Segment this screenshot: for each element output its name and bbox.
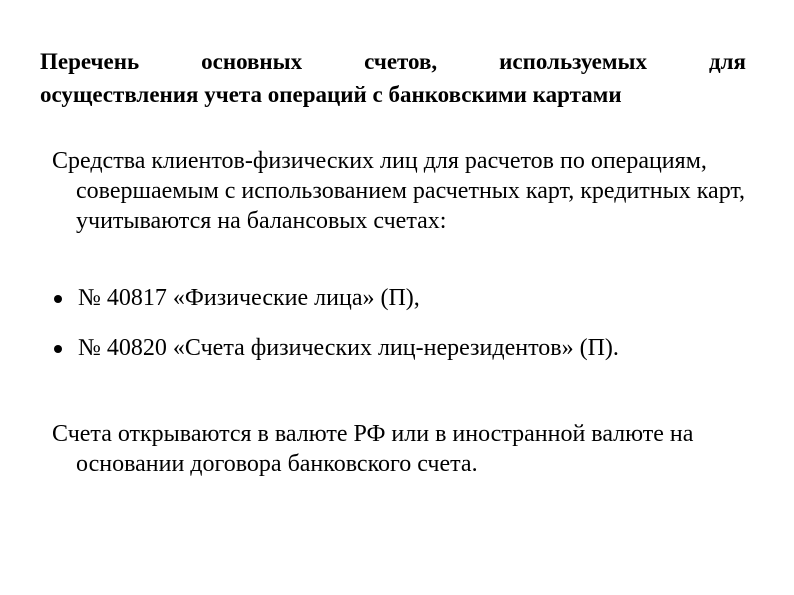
- closing-paragraph: Счета открываются в валюте РФ или в иностранной валюте на основании договора банковского счета.: [52, 421, 694, 477]
- bullet-icon: [54, 345, 62, 353]
- slide-title: [40, 45, 746, 111]
- account-text: № 40820 «Счета физических лиц-нерезидентов» (П).: [78, 335, 619, 361]
- list-item: [52, 283, 752, 313]
- intro-paragraph: Средства клиентов-физических лиц для расчетов по операциям, совершаемым с использованием расчетных карт, кредитных карт, учитываются на балансовых счетах:: [52, 148, 746, 234]
- title-line-1: Перечень основных счетов, используемых для: [40, 49, 746, 74]
- accounts-list: [52, 283, 752, 363]
- title-line-2: осуществления учета операций с банковскими картами: [40, 82, 622, 107]
- bullet-icon: [54, 295, 62, 303]
- list-item: [52, 333, 752, 363]
- account-text: № 40817 «Физические лица» (П),: [78, 285, 420, 311]
